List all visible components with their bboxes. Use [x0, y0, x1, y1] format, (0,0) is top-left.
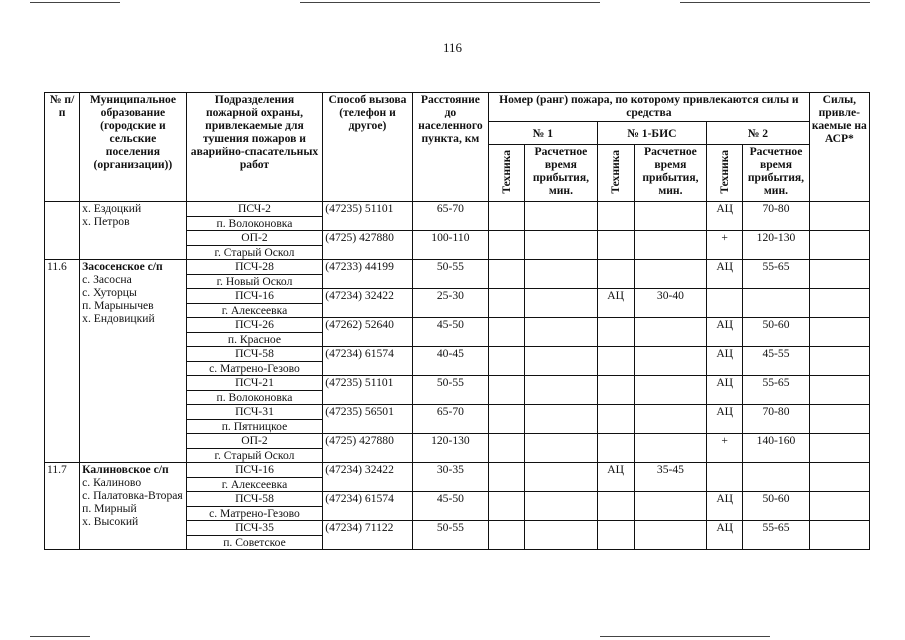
unit-name: ПСЧ-21: [187, 376, 323, 391]
unit-name: ПСЧ-58: [187, 492, 323, 507]
rank2-eta-cell: 50-60: [743, 318, 809, 347]
rank2-eta-cell: [743, 289, 809, 318]
scan-edge-top: [680, 2, 870, 3]
rank1-eta-cell: [525, 231, 597, 260]
rank2-tech-cell: АЦ: [707, 521, 743, 550]
unit-location: п. Волоконовка: [216, 217, 293, 230]
rank1bis-eta-cell: [634, 376, 706, 405]
unit-cell: [186, 318, 323, 347]
row-number: 11.6: [45, 260, 80, 463]
unit-cell: [186, 405, 323, 434]
row-number: [45, 202, 80, 260]
phone-cell: (47234) 32422: [323, 463, 412, 492]
municipality-line: с. Калиново: [82, 476, 142, 489]
header-rank-1bis: № 1-БИС: [597, 122, 707, 145]
phone-cell: (47235) 51101: [323, 202, 412, 231]
asr-cell: [809, 318, 869, 347]
row-number: 11.7: [45, 463, 80, 550]
asr-cell: [809, 463, 869, 492]
unit-name: ПСЧ-16: [187, 463, 323, 478]
phone-cell: (4725) 427880: [323, 434, 412, 463]
rank1-tech-cell: [489, 405, 525, 434]
unit-location: г. Алексеевка: [221, 478, 288, 491]
unit-location: с. Матрено-Гезово: [209, 362, 300, 375]
rank2-eta-cell: 70-80: [743, 405, 809, 434]
municipality-line: х. Ендовицкий: [82, 312, 155, 325]
phone-cell: (47234) 32422: [323, 289, 412, 318]
header-municipality: Муниципальное образование (городские и сельские поселения (организации)): [80, 93, 187, 202]
rank1bis-eta-cell: [634, 202, 706, 231]
distance-cell: 50-55: [412, 521, 488, 550]
asr-cell: [809, 521, 869, 550]
asr-cell: [809, 202, 869, 231]
scan-edge-top: [300, 2, 600, 3]
unit-location: г. Старый Оскол: [214, 449, 295, 462]
unit-cell: [186, 492, 323, 521]
rank1bis-eta-cell: [634, 260, 706, 289]
unit-name: ПСЧ-28: [187, 260, 323, 275]
phone-cell: (47233) 44199: [323, 260, 412, 289]
rank2-tech-cell: [707, 463, 743, 492]
municipality-line: х. Петров: [82, 215, 130, 228]
rank2-tech-cell: +: [707, 434, 743, 463]
header-eta-1bis: Расчетное время прибытия, мин.: [634, 145, 706, 202]
rank1-eta-cell: [525, 405, 597, 434]
unit-name: ПСЧ-26: [187, 318, 323, 333]
unit-name: ПСЧ-2: [187, 202, 323, 217]
table-body: [45, 202, 870, 550]
unit-cell: [186, 289, 323, 318]
header-asr: Силы, привле-каемые на АСР*: [809, 93, 869, 202]
header-fire-rank: Номер (ранг) пожара, по которому привлекаются силы и средства: [489, 93, 810, 122]
rank1-eta-cell: [525, 289, 597, 318]
phone-cell: (47234) 61574: [323, 492, 412, 521]
phone-cell: (47235) 51101: [323, 376, 412, 405]
unit-location: с. Матрено-Гезово: [209, 507, 300, 520]
page-number: 116: [442, 40, 463, 55]
rank1bis-tech-cell: [597, 202, 634, 231]
unit-name: ПСЧ-35: [187, 521, 323, 536]
rank1-tech-cell: [489, 521, 525, 550]
rank1-tech-cell: [489, 289, 525, 318]
rank1-eta-cell: [525, 492, 597, 521]
rank1-eta-cell: [525, 318, 597, 347]
unit-cell: [186, 260, 323, 289]
rank1bis-eta-cell: [634, 434, 706, 463]
distance-cell: 50-55: [412, 376, 488, 405]
municipality-line: х. Высокий: [82, 515, 139, 528]
rank1bis-tech-cell: [597, 231, 634, 260]
rank1-eta-cell: [525, 463, 597, 492]
rank2-tech-cell: АЦ: [707, 405, 743, 434]
rank1bis-eta-cell: 30-40: [634, 289, 706, 318]
phone-cell: (4725) 427880: [323, 231, 412, 260]
distance-cell: 65-70: [412, 405, 488, 434]
asr-cell: [809, 231, 869, 260]
rank1bis-tech-cell: АЦ: [597, 289, 634, 318]
rank1bis-eta-cell: [634, 318, 706, 347]
municipality-line: Засосенское с/п: [82, 260, 163, 273]
rank1bis-tech-cell: [597, 318, 634, 347]
rank1-eta-cell: [525, 434, 597, 463]
distance-cell: 100-110: [412, 231, 488, 260]
distance-cell: 25-30: [412, 289, 488, 318]
asr-cell: [809, 492, 869, 521]
asr-cell: [809, 289, 869, 318]
unit-location: п. Пятницкое: [221, 420, 288, 433]
asr-cell: [809, 405, 869, 434]
table-row: [45, 260, 870, 289]
asr-cell: [809, 434, 869, 463]
rank1bis-eta-cell: 35-45: [634, 463, 706, 492]
municipality-line: с. Палатовка-Вторая: [82, 489, 183, 502]
scan-edge-bottom: [600, 636, 770, 637]
phone-cell: (47235) 56501: [323, 405, 412, 434]
rank1-eta-cell: [525, 521, 597, 550]
rank2-tech-cell: [707, 289, 743, 318]
phone-cell: (47234) 71122: [323, 521, 412, 550]
unit-name: ПСЧ-16: [187, 289, 323, 304]
rank2-tech-cell: АЦ: [707, 202, 743, 231]
header-rank-1: № 1: [489, 122, 598, 145]
municipality-cell: [80, 260, 187, 463]
unit-location: п. Волоконовка: [216, 391, 293, 404]
rank1bis-tech-cell: АЦ: [597, 463, 634, 492]
unit-name: ПСЧ-58: [187, 347, 323, 362]
rank2-eta-cell: 120-130: [743, 231, 809, 260]
rank1-tech-cell: [489, 318, 525, 347]
unit-cell: [186, 231, 323, 260]
rank1bis-eta-cell: [634, 347, 706, 376]
rank2-eta-cell: 55-65: [743, 376, 809, 405]
header-tech-2: Техника: [718, 149, 732, 194]
rank1-tech-cell: [489, 376, 525, 405]
rank1-eta-cell: [525, 347, 597, 376]
rank1bis-eta-cell: [634, 405, 706, 434]
unit-name: ОП-2: [187, 434, 323, 449]
unit-name: ОП-2: [187, 231, 323, 246]
rank1-eta-cell: [525, 260, 597, 289]
rank1bis-tech-cell: [597, 376, 634, 405]
scan-edge-top: [30, 2, 120, 3]
header-eta-2: Расчетное время прибытия, мин.: [743, 145, 809, 202]
unit-cell: [186, 521, 323, 550]
distance-cell: 45-50: [412, 492, 488, 521]
rank1-tech-cell: [489, 434, 525, 463]
unit-cell: [186, 202, 323, 231]
rank1bis-eta-cell: [634, 492, 706, 521]
fire-forces-table: [44, 92, 870, 550]
unit-location: г. Новый Оскол: [216, 275, 293, 288]
rank2-eta-cell: [743, 463, 809, 492]
rank1-eta-cell: [525, 202, 597, 231]
rank1-tech-cell: [489, 347, 525, 376]
rank2-tech-cell: АЦ: [707, 376, 743, 405]
unit-cell: [186, 347, 323, 376]
unit-cell: [186, 463, 323, 492]
phone-cell: (47234) 61574: [323, 347, 412, 376]
distance-cell: 50-55: [412, 260, 488, 289]
unit-cell: [186, 434, 323, 463]
header-units: Подразделения пожарной охраны, привлекаемые для тушения пожаров и аварийно-спасательных работ: [186, 93, 323, 202]
header-num: № п/п: [45, 93, 80, 202]
rank1-tech-cell: [489, 231, 525, 260]
header-call-method: Способ вызова (телефон и другое): [323, 93, 412, 202]
rank1-tech-cell: [489, 260, 525, 289]
rank1-tech-cell: [489, 202, 525, 231]
unit-location: г. Алексеевка: [221, 304, 288, 317]
rank1bis-tech-cell: [597, 260, 634, 289]
municipality-line: с. Хуторцы: [82, 286, 137, 299]
municipality-line: х. Ездоцкий: [82, 202, 142, 215]
municipality-cell: [80, 463, 187, 550]
municipality-line: Калиновское с/п: [82, 463, 169, 476]
distance-cell: 65-70: [412, 202, 488, 231]
table-row: [45, 202, 870, 231]
unit-cell: [186, 376, 323, 405]
rank2-eta-cell: 50-60: [743, 492, 809, 521]
distance-cell: 40-45: [412, 347, 488, 376]
rank2-eta-cell: 45-55: [743, 347, 809, 376]
rank2-eta-cell: 140-160: [743, 434, 809, 463]
rank2-eta-cell: 55-65: [743, 260, 809, 289]
unit-name: ПСЧ-31: [187, 405, 323, 420]
unit-location: п. Советское: [223, 536, 286, 549]
unit-location: г. Старый Оскол: [214, 246, 295, 259]
rank1-tech-cell: [489, 463, 525, 492]
rank1bis-tech-cell: [597, 521, 634, 550]
phone-cell: (47262) 52640: [323, 318, 412, 347]
municipality-cell: [80, 202, 187, 260]
rank1-eta-cell: [525, 376, 597, 405]
distance-cell: 30-35: [412, 463, 488, 492]
rank2-tech-cell: АЦ: [707, 318, 743, 347]
unit-location: п. Красное: [227, 333, 282, 346]
municipality-line: с. Засосна: [82, 273, 132, 286]
rank1-tech-cell: [489, 492, 525, 521]
distance-cell: 45-50: [412, 318, 488, 347]
rank2-eta-cell: 70-80: [743, 202, 809, 231]
header-tech-1bis: Техника: [609, 149, 623, 194]
rank1bis-tech-cell: [597, 492, 634, 521]
rank1bis-tech-cell: [597, 434, 634, 463]
header-distance: Расстояние до населенного пункта, км: [412, 93, 488, 202]
header-eta-1: Расчетное время прибытия, мин.: [525, 145, 597, 202]
rank2-tech-cell: АЦ: [707, 492, 743, 521]
rank2-tech-cell: +: [707, 231, 743, 260]
rank1bis-eta-cell: [634, 231, 706, 260]
asr-cell: [809, 347, 869, 376]
distance-cell: 120-130: [412, 434, 488, 463]
scan-edge-bottom: [30, 636, 90, 637]
table-row: [45, 463, 870, 492]
header-tech-1: Техника: [500, 149, 514, 194]
asr-cell: [809, 376, 869, 405]
rank1bis-eta-cell: [634, 521, 706, 550]
rank1bis-tech-cell: [597, 347, 634, 376]
municipality-line: п. Мирный: [82, 502, 137, 515]
header-rank-2: № 2: [707, 122, 810, 145]
municipality-line: п. Марынычев: [82, 299, 154, 312]
rank2-eta-cell: 55-65: [743, 521, 809, 550]
rank1bis-tech-cell: [597, 405, 634, 434]
asr-cell: [809, 260, 869, 289]
rank2-tech-cell: АЦ: [707, 347, 743, 376]
rank2-tech-cell: АЦ: [707, 260, 743, 289]
